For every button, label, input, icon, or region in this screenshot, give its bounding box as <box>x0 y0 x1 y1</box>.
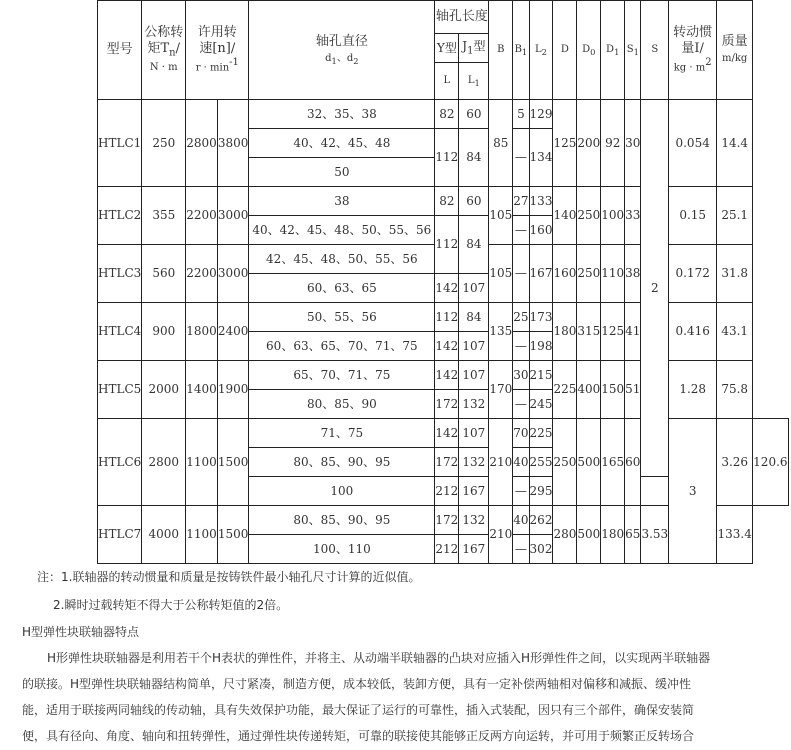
header-mass: 质量 m/kg <box>717 1 753 100</box>
table-row: 80、85、90 172 132 — 245 <box>98 390 789 419</box>
table-row: HTLC7 4000 1100 1500 80、85、90、95 172 132 210 40 262 280 500 180 65 3.53 133.4 <box>98 506 789 535</box>
model-cell: HTLC7 <box>98 506 142 564</box>
notes-section <box>0 563 791 749</box>
header-B1: $B_1$ <box>513 1 529 100</box>
header-model: 型号 <box>98 1 142 100</box>
header-D0: $D_0$ <box>577 1 601 100</box>
header-j-type: $J_1$型 <box>459 34 489 63</box>
table-row: HTLC1 250 2800 3800 32、35、38 82 60 85 5 129 125 200 92 30 2 0.054 14.4 <box>98 100 789 129</box>
table-row: 80、85、90、95 172 132 40 255 <box>98 448 789 477</box>
model-cell: HTLC6 <box>98 419 142 506</box>
table-row: 40、42、45、48 112 84 — 134 <box>98 129 789 158</box>
model-cell: HTLC5 <box>98 361 142 419</box>
model-cell: HTLC1 <box>98 100 142 187</box>
header-L: L <box>435 63 459 100</box>
table-row: 100、110 212 167 — 302 <box>98 535 789 564</box>
header-S: S <box>641 1 669 100</box>
table-row: HTLC6 2800 1100 1500 71、75 142 107 210 70 225 250 500 165 60 3 3.26 120.6 <box>98 419 789 448</box>
section-title: H型弹性块联轴器特点 <box>22 625 140 639</box>
table-row: HTLC3 560 2200 3000 42、45、48、50、55、56 105 — 167 160 250 110 38 0.172 31.8 <box>98 245 789 274</box>
note-1: 注：1.联轴器的转动惯量和质量是按铸铁件最小轴孔尺寸计算的近似值。 <box>37 570 421 584</box>
model-cell: HTLC4 <box>98 303 142 361</box>
paragraph-line: H形弹性块联轴器是利用若干个H表状的弹性件，并将主、从动端半联轴器的凸块对应插入H形弹性件之间，以实现两半联轴器 <box>47 651 711 665</box>
table-row: HTLC5 2000 1400 1900 65、70、71、75 142 107 170 30 215 225 400 150 51 1.28 75.8 <box>98 361 789 390</box>
header-hub-length: 轴孔长度 <box>435 1 489 34</box>
model-cell: HTLC3 <box>98 245 142 303</box>
table-row: 100 212 167 — 295 <box>98 477 789 506</box>
header-y-type: Y型 <box>435 34 459 63</box>
header-L1: $L_1$ <box>459 63 489 100</box>
table-row: 40、42、45、48、50、55、56 112 84 — 160 <box>98 216 789 245</box>
header-B: B <box>489 1 513 100</box>
header-inertia: 转动惯 量I/ kg · $m^2$ <box>669 1 717 100</box>
header-S1: $S_1$ <box>625 1 641 100</box>
table-row: 60、63、65、70、71、75 142 107 — 198 <box>98 332 789 361</box>
table-row: HTLC4 900 1800 2400 50、55、56 112 84 135 25 173 180 315 125 41 0.416 43.1 <box>98 303 789 332</box>
table-row: 50 <box>98 158 789 187</box>
model-cell: HTLC2 <box>98 187 142 245</box>
header-torque: 公称转 矩$T_n/$ N · m <box>142 1 186 100</box>
paragraph-line: 便，具有径向、角度、轴向和扭转弹性，通过弹性块传递转矩，可靠的联接使其能够正反两方向运转，并可用于频繁正反转场合 <box>22 729 695 743</box>
header-bore: 轴孔直径 $d_1$、$d_2$ <box>249 1 435 100</box>
paragraph-line: 的联接。H型弹性块联轴器结构简单，尺寸紧凑，制造方便，成本较低，装卸方便，具有一定补偿两轴相对偏移和减振、缓冲性 <box>22 677 692 691</box>
table-row: HTLC2 355 2200 3000 38 82 60 105 27 133 140 250 100 33 0.15 25.1 <box>98 187 789 216</box>
coupling-spec-table <box>97 0 789 564</box>
header-D1: $D_1$ <box>601 1 625 100</box>
description-paragraph <box>0 645 791 749</box>
table-row: 60、63、65 142 107 <box>98 274 789 303</box>
header-L2: $L_2$ <box>529 1 553 100</box>
note-2: 2.瞬时过载转矩不得大于公称转矩值的2倍。 <box>53 598 289 612</box>
header-speed: 许用转 速[n]/ $r \cdot \min^{-1}$ <box>186 1 249 100</box>
header-D: D <box>553 1 577 100</box>
paragraph-line: 能，适用于联接两同轴线的传动轴，具有失效保护功能，最大保证了运行的可靠性，插入式装配，因只有三个部件，确保安装简 <box>22 703 695 717</box>
